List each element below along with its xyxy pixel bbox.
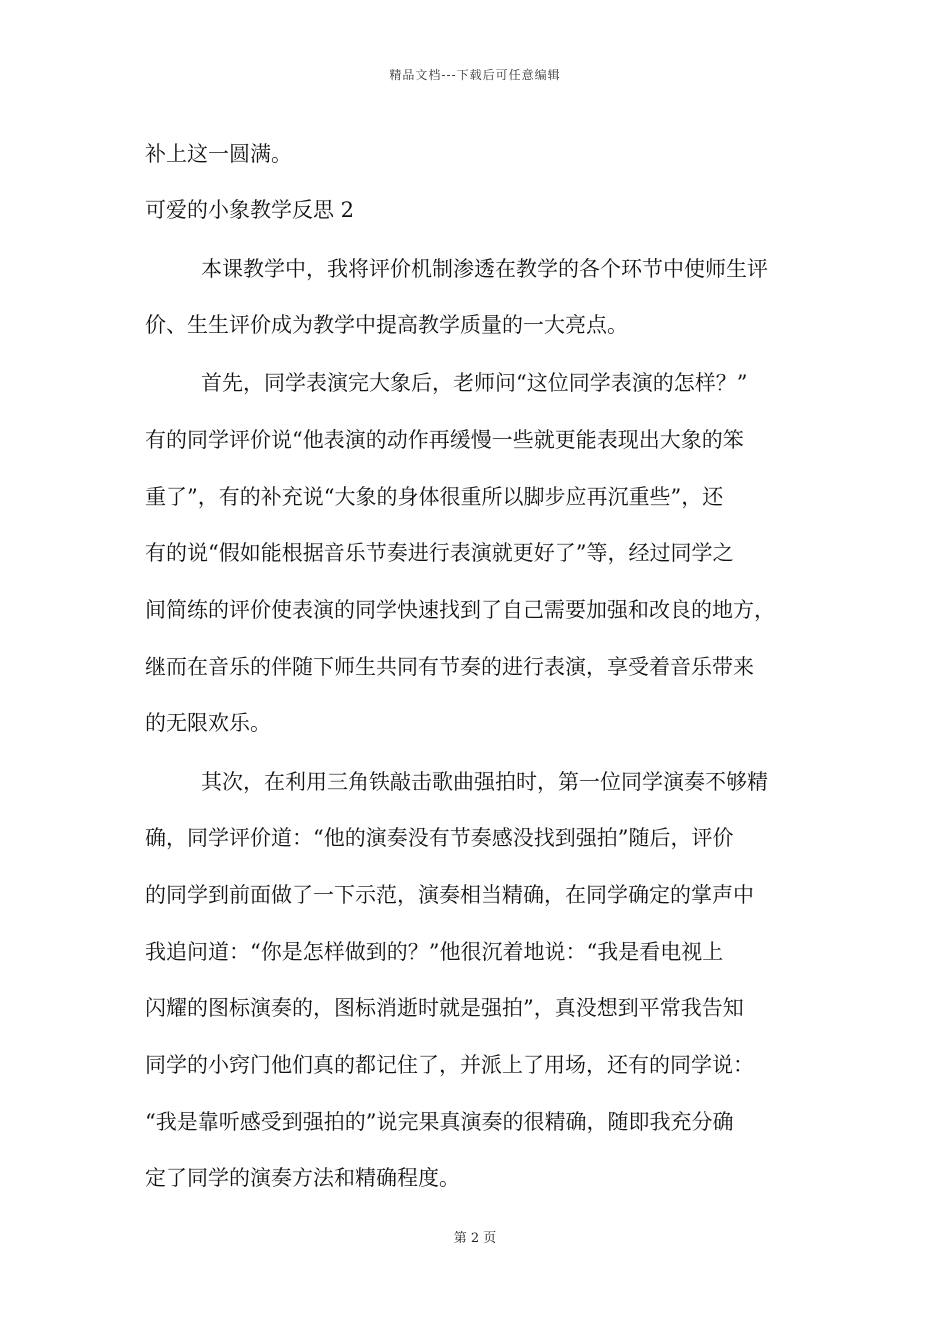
page-header: 精品文档---下载后可任意编辑 <box>389 68 561 82</box>
text-line: 的同学到前面做了一下示范，演奏相当精确，在同学确定的掌声中 <box>145 883 754 907</box>
text-line: 闪耀的图标演奏的，图标消逝时就是强拍”，真没想到平常我告知 <box>145 996 744 1020</box>
text-line: 定了同学的演奏方法和精确程度。 <box>145 1166 460 1190</box>
section-title: 可爱的小象教学反思 2 <box>145 198 355 222</box>
text-line: 其次，在利用三角铁敲击歌曲强拍时，第一位同学演奏不够精 <box>201 770 768 794</box>
text-line: 重了”，有的补充说“大象的身体很重所以脚步应再沉重些”，还 <box>145 485 724 509</box>
text-line: 确，同学评价道：“他的演奏没有节奏感没找到强拍”随后，评价 <box>145 826 734 850</box>
text-line: 补上这一圆满。 <box>145 142 292 166</box>
text-line: 同学的小窍门他们真的都记住了，并派上了用场，还有的同学说： <box>145 1053 754 1077</box>
text-line: 本课教学中，我将评价机制渗透在教学的各个环节中使师生评 <box>201 257 768 281</box>
text-line: 首先，同学表演完大象后，老师问“这位同学表演的怎样？” <box>201 371 748 395</box>
text-line: 的无限欢乐。 <box>145 711 271 735</box>
text-line: 间简练的评价使表演的同学快速找到了自己需要加强和改良的地方， <box>145 598 775 622</box>
text-line: 继而在音乐的伴随下师生共同有节奏的进行表演，享受着音乐带来 <box>145 655 754 679</box>
text-line: “我是靠听感受到强拍的”说完果真演奏的很精确，随即我充分确 <box>145 1110 734 1134</box>
text-line: 价、生生评价成为教学中提高教学质量的一大亮点。 <box>145 313 628 337</box>
text-line: 有的同学评价说“他表演的动作再缓慢一些就更能表现出大象的笨 <box>145 428 744 452</box>
text-line: 有的说“假如能根据音乐节奏进行表演就更好了”等，经过同学之 <box>145 541 734 565</box>
page-number: 第 2 页 <box>453 1231 497 1246</box>
text-line: 我追问道：“你是怎样做到的？”他很沉着地说：“我是看电视上 <box>145 940 724 964</box>
